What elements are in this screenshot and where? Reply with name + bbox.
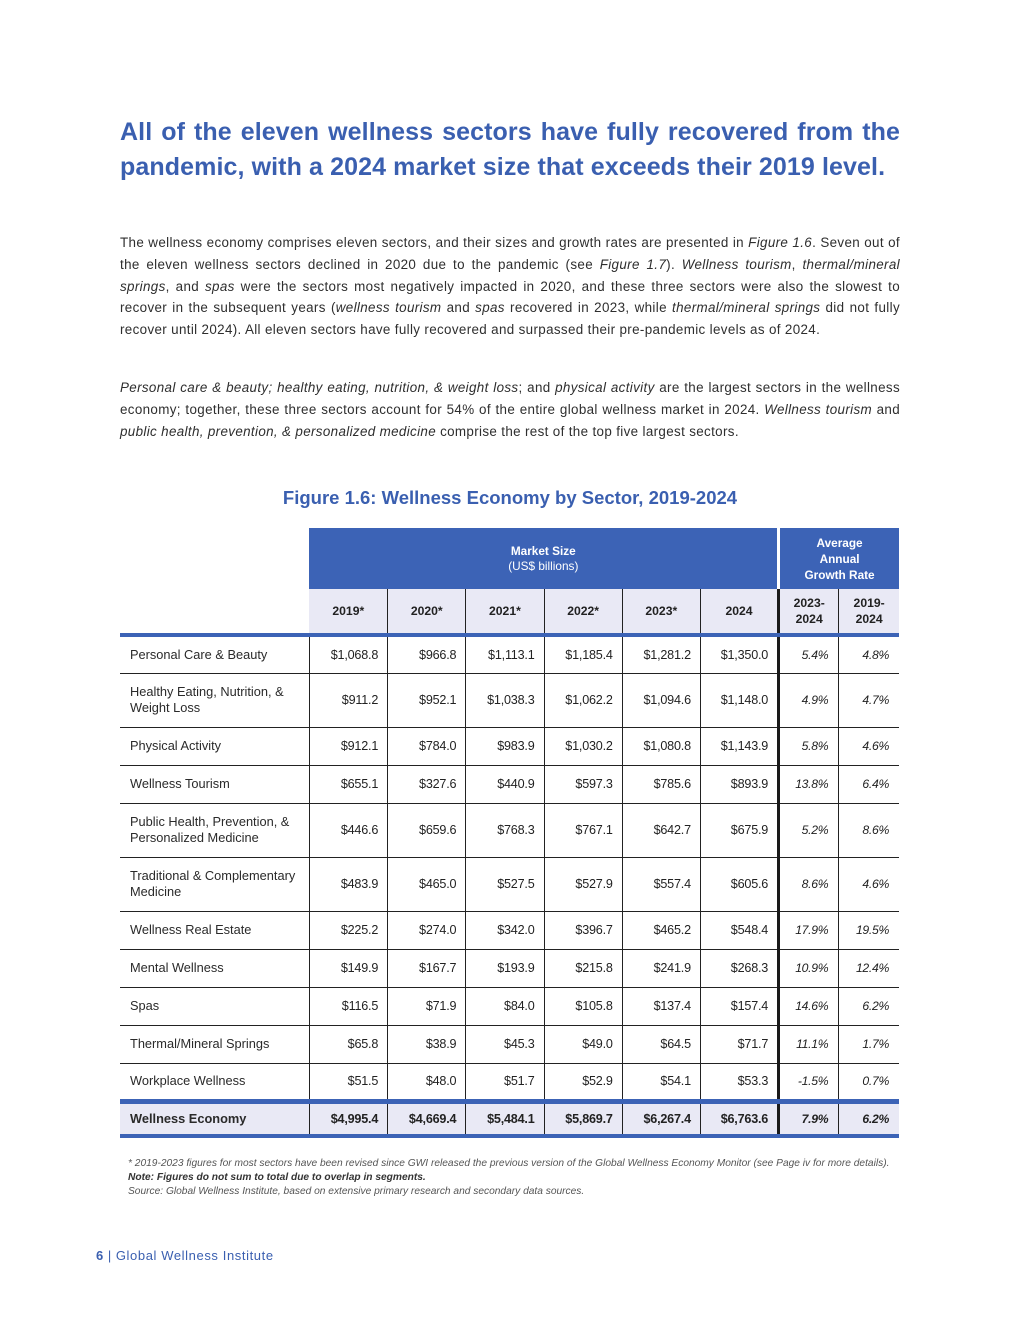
year-header: 2020* xyxy=(388,589,466,635)
market-size-value: $527.9 xyxy=(544,857,622,911)
growth-rate-2019-2024: 4.8% xyxy=(839,635,899,673)
growth-rate-2019-2024: 0.7% xyxy=(839,1063,899,1101)
market-size-value: $84.0 xyxy=(466,987,544,1025)
table-body xyxy=(120,635,899,1136)
market-size-value: $893.9 xyxy=(700,765,778,803)
growth-rate-2019-2024: 4.6% xyxy=(839,857,899,911)
market-size-value: $51.5 xyxy=(309,1063,387,1101)
market-size-value: $597.3 xyxy=(544,765,622,803)
figure-title: Figure 1.6: Wellness Economy by Sector, 2019-2024 xyxy=(282,487,738,508)
growth-rate-2023-2024: 8.6% xyxy=(779,857,839,911)
market-size-value: $1,281.2 xyxy=(622,635,700,673)
sector-label: Workplace Wellness xyxy=(120,1063,309,1101)
sector-label: Spas xyxy=(120,987,309,1025)
header-row-years xyxy=(120,589,899,635)
table-row xyxy=(120,765,899,803)
page-footer xyxy=(96,1248,274,1263)
market-size-value: $557.4 xyxy=(622,857,700,911)
growth-rate-2023-2024: 5.2% xyxy=(779,803,839,857)
section-heading: All of the eleven wellness sectors have fully recovered from the pandemic, with a 2024 market size that exceeds their 2019 level. xyxy=(120,118,900,181)
year-header: 2024 xyxy=(700,589,778,635)
growth-rate-2019-2024: 12.4% xyxy=(839,949,899,987)
page-number: 6 xyxy=(96,1248,104,1263)
total-market-size-value: $4,669.4 xyxy=(388,1101,466,1136)
growth-rate-2023-2024: 17.9% xyxy=(779,911,839,949)
market-size-value: $137.4 xyxy=(622,987,700,1025)
growth-rate-2023-2024: 10.9% xyxy=(779,949,839,987)
market-size-value: $642.7 xyxy=(622,803,700,857)
total-row xyxy=(120,1101,899,1136)
market-size-value: $65.8 xyxy=(309,1025,387,1063)
total-market-size-value: $6,267.4 xyxy=(622,1101,700,1136)
header-row-group xyxy=(120,528,899,589)
sector-label: Wellness Tourism xyxy=(120,765,309,803)
table-row xyxy=(120,727,899,765)
market-size-value: $51.7 xyxy=(466,1063,544,1101)
table-row xyxy=(120,857,899,911)
growth-rate-label-line2: Annual xyxy=(819,551,860,566)
year-header: 2022* xyxy=(544,589,622,635)
market-size-value: $983.9 xyxy=(466,727,544,765)
sector-label: Public Health, Prevention, & Personalized Medicine xyxy=(120,803,309,857)
growth-rate-2023-2024: 5.8% xyxy=(779,727,839,765)
table-row xyxy=(120,803,899,857)
rate-header-2023-2024 xyxy=(779,589,839,635)
sector-label: Traditional & Complementary Medicine xyxy=(120,857,309,911)
total-market-size-value: $6,763.6 xyxy=(700,1101,778,1136)
market-size-value: $49.0 xyxy=(544,1025,622,1063)
table-row xyxy=(120,635,899,673)
publisher-name: Global Wellness Institute xyxy=(115,1248,274,1263)
market-size-value: $1,094.6 xyxy=(622,673,700,727)
market-size-value: $64.5 xyxy=(622,1025,700,1063)
market-size-value: $1,080.8 xyxy=(622,727,700,765)
growth-rate-header xyxy=(779,528,899,589)
sector-label: Wellness Real Estate xyxy=(120,911,309,949)
market-size-value: $1,143.9 xyxy=(700,727,778,765)
growth-rate-label-line3: Growth Rate xyxy=(804,567,875,582)
total-growth-rate-2019-2024: 6.2% xyxy=(839,1101,899,1136)
market-size-value: $157.4 xyxy=(700,987,778,1025)
market-size-value: $116.5 xyxy=(309,987,387,1025)
sector-label: Healthy Eating, Nutrition, & Weight Loss xyxy=(120,673,309,727)
market-size-value: $446.6 xyxy=(309,803,387,857)
market-size-value: $655.1 xyxy=(309,765,387,803)
total-growth-rate-2023-2024: 7.9% xyxy=(779,1101,839,1136)
growth-rate-2019-2024: 6.2% xyxy=(839,987,899,1025)
rate-header-line1: 2023- xyxy=(793,596,825,610)
overlap-note: Note: Figures do not sum to total due to overlap in segments. xyxy=(128,1172,426,1183)
total-market-size-value: $5,484.1 xyxy=(466,1101,544,1136)
market-size-value: $1,030.2 xyxy=(544,727,622,765)
market-size-value: $45.3 xyxy=(466,1025,544,1063)
sector-label: Thermal/Mineral Springs xyxy=(120,1025,309,1063)
market-size-label: Market Size xyxy=(510,543,576,558)
sector-label: Physical Activity xyxy=(120,727,309,765)
market-size-value: $1,148.0 xyxy=(700,673,778,727)
market-size-value: $327.6 xyxy=(388,765,466,803)
market-size-value: $241.9 xyxy=(622,949,700,987)
market-size-value: $675.9 xyxy=(700,803,778,857)
market-size-value: $768.3 xyxy=(466,803,544,857)
market-size-value: $605.6 xyxy=(700,857,778,911)
growth-rate-2023-2024: -1.5% xyxy=(779,1063,839,1101)
market-size-value: $149.9 xyxy=(309,949,387,987)
market-size-value: $105.8 xyxy=(544,987,622,1025)
header-blank-cell xyxy=(120,589,309,635)
market-size-value: $527.5 xyxy=(466,857,544,911)
market-size-unit: (US$ billions) xyxy=(508,558,579,573)
market-size-value: $966.8 xyxy=(388,635,466,673)
growth-rate-label-line1: Average xyxy=(816,535,863,550)
market-size-value: $1,113.1 xyxy=(466,635,544,673)
growth-rate-2019-2024: 4.7% xyxy=(839,673,899,727)
market-size-value: $225.2 xyxy=(309,911,387,949)
growth-rate-2023-2024: 11.1% xyxy=(779,1025,839,1063)
market-size-value: $1,350.0 xyxy=(700,635,778,673)
market-size-value: $465.0 xyxy=(388,857,466,911)
table-row xyxy=(120,987,899,1025)
growth-rate-2019-2024: 4.6% xyxy=(839,727,899,765)
market-size-value: $785.6 xyxy=(622,765,700,803)
market-size-value: $342.0 xyxy=(466,911,544,949)
table-row xyxy=(120,1025,899,1063)
market-size-value: $268.3 xyxy=(700,949,778,987)
market-size-value: $71.7 xyxy=(700,1025,778,1063)
market-size-value: $52.9 xyxy=(544,1063,622,1101)
revision-footnote: * 2019-2023 figures for most sectors have been revised since GWI released the previous version of the Global Wellness Economy Monitor (see Page iv for more details). xyxy=(128,1158,890,1169)
sector-label: Personal Care & Beauty xyxy=(120,635,309,673)
market-size-value: $911.2 xyxy=(309,673,387,727)
market-size-header xyxy=(309,528,778,589)
market-size-value: $274.0 xyxy=(388,911,466,949)
table-row xyxy=(120,1063,899,1101)
growth-rate-2019-2024: 1.7% xyxy=(839,1025,899,1063)
market-size-value: $167.7 xyxy=(388,949,466,987)
growth-rate-2023-2024: 5.4% xyxy=(779,635,839,673)
total-market-size-value: $4,995.4 xyxy=(309,1101,387,1136)
market-size-value: $483.9 xyxy=(309,857,387,911)
sector-label: Mental Wellness xyxy=(120,949,309,987)
market-size-value: $53.3 xyxy=(700,1063,778,1101)
market-size-value: $396.7 xyxy=(544,911,622,949)
table-row xyxy=(120,949,899,987)
figure-notes xyxy=(128,1157,898,1199)
market-size-value: $215.8 xyxy=(544,949,622,987)
market-size-value: $1,062.2 xyxy=(544,673,622,727)
market-size-value: $465.2 xyxy=(622,911,700,949)
market-size-value: $1,038.3 xyxy=(466,673,544,727)
header-blank-cell xyxy=(120,528,309,589)
market-size-value: $767.1 xyxy=(544,803,622,857)
rate-header-line2: 2024 xyxy=(855,612,883,626)
market-size-value: $912.1 xyxy=(309,727,387,765)
table-row xyxy=(120,911,899,949)
table-row xyxy=(120,673,899,727)
market-size-value: $548.4 xyxy=(700,911,778,949)
rate-header-line2: 2024 xyxy=(795,612,823,626)
rate-header-2019-2024 xyxy=(839,589,899,635)
year-header: 2021* xyxy=(466,589,544,635)
market-size-value: $784.0 xyxy=(388,727,466,765)
growth-rate-2019-2024: 19.5% xyxy=(839,911,899,949)
year-header: 2019* xyxy=(309,589,387,635)
market-size-value: $1,068.8 xyxy=(309,635,387,673)
market-size-value: $193.9 xyxy=(466,949,544,987)
market-size-value: $54.1 xyxy=(622,1063,700,1101)
footer-separator: | xyxy=(107,1248,112,1263)
growth-rate-2023-2024: 14.6% xyxy=(779,987,839,1025)
market-size-value: $659.6 xyxy=(388,803,466,857)
market-size-value: $48.0 xyxy=(388,1063,466,1101)
market-size-value: $952.1 xyxy=(388,673,466,727)
market-size-value: $38.9 xyxy=(388,1025,466,1063)
body-paragraph-1: The wellness economy comprises eleven sectors, and their sizes and growth rates are presented in Figure 1.6. Seven out of the eleven wellness sectors declined in 2020 due to the pandemic (see Figure 1.7). Wellness tourism, thermal/mineral springs, and spas were the sectors most negatively impacted in 2020, and these three sectors were also the slowest to recover in the subsequent years (wellness tourism and spas recovered in 2023, while thermal/mineral springs did not fully recover until 2024). All eleven sectors have fully recovered and surpassed their pre-pandemic levels as of 2024. xyxy=(120,235,900,338)
body-paragraph-2: Personal care & beauty; healthy eating, nutrition, & weight loss; and physical activity are the largest sectors in the wellness economy; together, these three sectors account for 54% of the entire global wellness market in 2024. Wellness tourism and public health, prevention, & personalized medicine comprise the rest of the top five largest sectors. xyxy=(120,380,900,439)
market-size-value: $1,185.4 xyxy=(544,635,622,673)
growth-rate-2023-2024: 13.8% xyxy=(779,765,839,803)
wellness-economy-table xyxy=(120,528,899,1138)
market-size-value: $71.9 xyxy=(388,987,466,1025)
total-market-size-value: $5,869.7 xyxy=(544,1101,622,1136)
year-header: 2023* xyxy=(622,589,700,635)
rate-header-line1: 2019- xyxy=(853,596,885,610)
total-label: Wellness Economy xyxy=(120,1101,309,1136)
growth-rate-2019-2024: 8.6% xyxy=(839,803,899,857)
growth-rate-2023-2024: 4.9% xyxy=(779,673,839,727)
growth-rate-2019-2024: 6.4% xyxy=(839,765,899,803)
source-note: Source: Global Wellness Institute, based on extensive primary research and secondary data sources. xyxy=(128,1186,585,1197)
market-size-value: $440.9 xyxy=(466,765,544,803)
